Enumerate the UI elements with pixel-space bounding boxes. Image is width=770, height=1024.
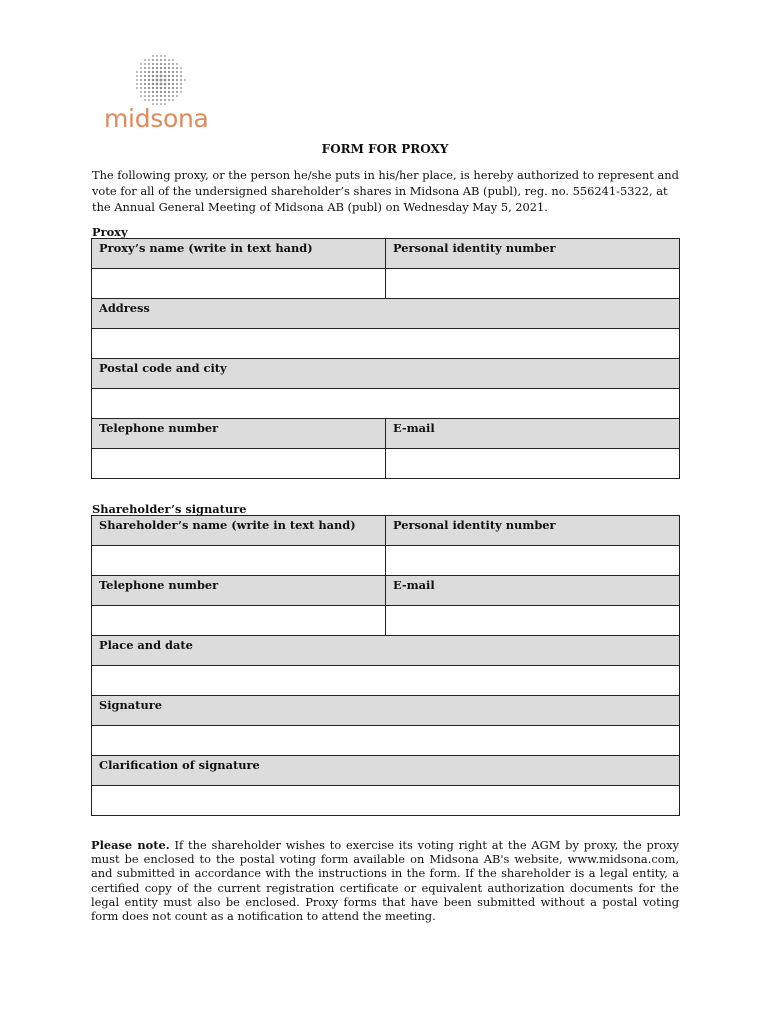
logo-dot	[164, 59, 166, 61]
note-text: If the shareholder wishes to exercise its voting right at the AGM by proxy, the proxy must be enclosed to the postal voting form available on Midsona AB's website, www.midsona.com, and submitted in accordance with the instructions in the form. If the shareholder is a legal entity, a certified copy of the current registration certificate or equivalent authorization documents for the legal entity must also be enclosed. Proxy forms that have been submitted without a postal voting form does not count as a notification to attend the meeting.	[91, 838, 679, 924]
logo-dot	[180, 79, 182, 81]
logo-dot	[164, 75, 167, 78]
proxy-phone-field[interactable]	[92, 449, 386, 479]
logo-dot	[180, 87, 182, 89]
shareholder-pin-field[interactable]	[386, 546, 680, 576]
signature-field[interactable]	[92, 726, 680, 756]
logo-dot	[140, 67, 142, 69]
logo-dot	[140, 79, 142, 81]
logo-dot	[140, 91, 142, 93]
logo-dot	[136, 83, 138, 85]
logo-dot	[144, 87, 146, 89]
shareholder-table	[91, 515, 680, 816]
logo-dot	[140, 83, 142, 85]
logo-dot	[152, 91, 154, 93]
intro-paragraph: The following proxy, or the person he/she puts in his/her place, is hereby authorized to represent and vote for all of the undersigned shareholder’s shares in Midsona AB (publ), reg. no. 556241-5322, at the Annual General Meeting of Midsona AB (publ) on Wednesday May 5, 2021.	[92, 168, 679, 214]
logo-dot	[168, 83, 170, 85]
logo-dot	[152, 63, 154, 65]
logo-dot	[148, 99, 150, 101]
logo-dot	[164, 55, 166, 57]
logo-dot	[168, 91, 170, 93]
logo-dot	[144, 63, 146, 65]
logo-dot	[152, 59, 154, 61]
proxy-phone-label: Telephone number	[92, 419, 386, 449]
please-note-paragraph	[91, 838, 679, 923]
logo-dot	[176, 91, 178, 93]
logo-dot	[176, 83, 178, 85]
logo-text: midsona	[104, 104, 209, 133]
logo-dot	[172, 91, 174, 93]
logo-dot	[176, 63, 178, 65]
logo-dot	[176, 67, 178, 69]
logo-dot	[136, 75, 138, 77]
logo-dot	[148, 95, 150, 97]
logo-dot	[168, 63, 170, 65]
logo-dot	[140, 63, 142, 65]
logo-dot	[168, 95, 170, 97]
logo-dot	[156, 59, 158, 61]
logo-dot	[164, 83, 167, 86]
logo-dot	[144, 71, 146, 73]
logo-dot	[156, 63, 158, 65]
proxy-postal-label: Postal code and city	[92, 359, 680, 389]
shareholder-pin-label: Personal identity number	[386, 516, 680, 546]
logo-dot	[160, 71, 163, 74]
logo-dot	[136, 87, 138, 89]
logo-dot	[144, 67, 146, 69]
logo-dot	[172, 83, 174, 85]
logo-dot	[172, 71, 174, 73]
logo-dot	[168, 75, 170, 77]
logo-dot	[172, 67, 174, 69]
logo-dot	[184, 79, 186, 81]
logo-dot	[144, 83, 146, 85]
logo-dot	[168, 87, 170, 89]
logo-dot	[144, 95, 146, 97]
logo-dot	[164, 71, 166, 73]
logo-dot	[160, 59, 162, 61]
proxy-name-label: Proxy’s name (write in text hand)	[92, 239, 386, 269]
logo-dot	[160, 79, 163, 82]
logo-dot	[172, 99, 174, 101]
logo-dot	[164, 99, 166, 101]
logo-dot	[156, 99, 158, 101]
logo-dot	[144, 59, 146, 61]
logo-dot	[176, 71, 178, 73]
shareholder-email-label: E-mail	[386, 576, 680, 606]
logo-dot	[160, 95, 162, 97]
logo-dot	[136, 71, 138, 73]
logo-dot	[176, 79, 178, 81]
logo-dot	[152, 55, 154, 57]
logo-dot	[140, 95, 142, 97]
logo-dot	[152, 71, 154, 73]
logo-dot	[152, 75, 155, 78]
logo-dot	[168, 99, 170, 101]
logo-dot	[172, 87, 174, 89]
logo-dot	[152, 67, 154, 69]
proxy-pin-label: Personal identity number	[386, 239, 680, 269]
clarification-label: Clarification of signature	[92, 756, 680, 786]
signature-label: Signature	[92, 696, 680, 726]
page-title: FORM FOR PROXY	[321, 142, 449, 156]
logo-dot	[148, 67, 150, 69]
place-date-label: Place and date	[92, 636, 680, 666]
logo-dot	[172, 75, 174, 77]
logo-dot	[164, 91, 166, 93]
logo-dot	[152, 79, 155, 82]
dotted-circle-icon	[130, 54, 190, 106]
logo-dot	[148, 87, 150, 89]
logo-dot	[144, 75, 146, 77]
logo-dot	[156, 67, 158, 69]
logo-dot	[148, 71, 150, 73]
logo-dot	[148, 83, 150, 85]
shareholder-email-field[interactable]	[386, 606, 680, 636]
midsona-logo	[104, 54, 219, 136]
logo-dot	[144, 99, 146, 101]
logo-dot	[156, 79, 159, 82]
proxy-pin-field[interactable]	[386, 269, 680, 299]
logo-dot	[160, 67, 162, 69]
shareholder-name-field[interactable]	[92, 546, 386, 576]
logo-dot	[168, 59, 170, 61]
logo-dot	[160, 99, 162, 101]
shareholder-name-label: Shareholder’s name (write in text hand)	[92, 516, 386, 546]
logo-dot	[160, 87, 163, 90]
logo-dot	[148, 59, 150, 61]
logo-dot	[148, 75, 150, 77]
logo-dot	[152, 83, 155, 86]
logo-dot	[164, 79, 167, 82]
logo-dot	[176, 95, 178, 97]
proxy-address-field[interactable]	[92, 329, 680, 359]
logo-dot	[152, 95, 154, 97]
proxy-email-field[interactable]	[386, 449, 680, 479]
logo-dot	[164, 87, 166, 89]
logo-dot	[144, 79, 146, 81]
logo-dot	[180, 71, 182, 73]
logo-dot	[160, 83, 163, 86]
logo-dot	[160, 63, 162, 65]
logo-dot	[148, 91, 150, 93]
logo-dot	[160, 75, 163, 78]
note-lead: Please note.	[91, 838, 170, 852]
logo-dot	[148, 63, 150, 65]
logo-dot	[144, 91, 146, 93]
proxy-table	[91, 238, 680, 479]
proxy-section-label: Proxy	[92, 225, 128, 239]
logo-dot	[180, 67, 182, 69]
logo-dot	[176, 87, 178, 89]
logo-dot	[172, 59, 174, 61]
shareholder-section-label: Shareholder’s signature	[92, 502, 247, 516]
logo-dot	[164, 63, 166, 65]
logo-dot	[156, 75, 159, 78]
logo-dot	[156, 91, 158, 93]
shareholder-phone-field[interactable]	[92, 606, 386, 636]
logo-dot	[160, 91, 162, 93]
logo-dot	[156, 71, 158, 73]
proxy-postal-field[interactable]	[92, 389, 680, 419]
logo-dot	[140, 71, 142, 73]
shareholder-phone-label: Telephone number	[92, 576, 386, 606]
logo-dot	[156, 87, 158, 89]
place-date-field[interactable]	[92, 666, 680, 696]
logo-dot	[152, 87, 154, 89]
proxy-address-label: Address	[92, 299, 680, 329]
logo-dot	[156, 55, 158, 57]
logo-dot	[172, 95, 174, 97]
logo-dot	[180, 83, 182, 85]
logo-dot	[152, 99, 154, 101]
clarification-field[interactable]	[92, 786, 680, 816]
logo-dot	[156, 83, 159, 86]
logo-dot	[180, 75, 182, 77]
logo-dot	[156, 95, 158, 97]
logo-dot	[140, 87, 142, 89]
logo-dot	[176, 75, 178, 77]
logo-dot	[160, 55, 162, 57]
logo-dot	[164, 67, 166, 69]
logo-dot	[180, 91, 182, 93]
proxy-name-field[interactable]	[92, 269, 386, 299]
logo-dot	[172, 63, 174, 65]
logo-dot	[148, 79, 150, 81]
logo-dot	[140, 75, 142, 77]
logo-dot	[136, 79, 138, 81]
proxy-email-label: E-mail	[386, 419, 680, 449]
logo-dot	[168, 67, 170, 69]
logo-dot	[164, 95, 166, 97]
logo-dot	[168, 71, 170, 73]
logo-dot	[168, 79, 170, 81]
logo-dot	[172, 79, 174, 81]
